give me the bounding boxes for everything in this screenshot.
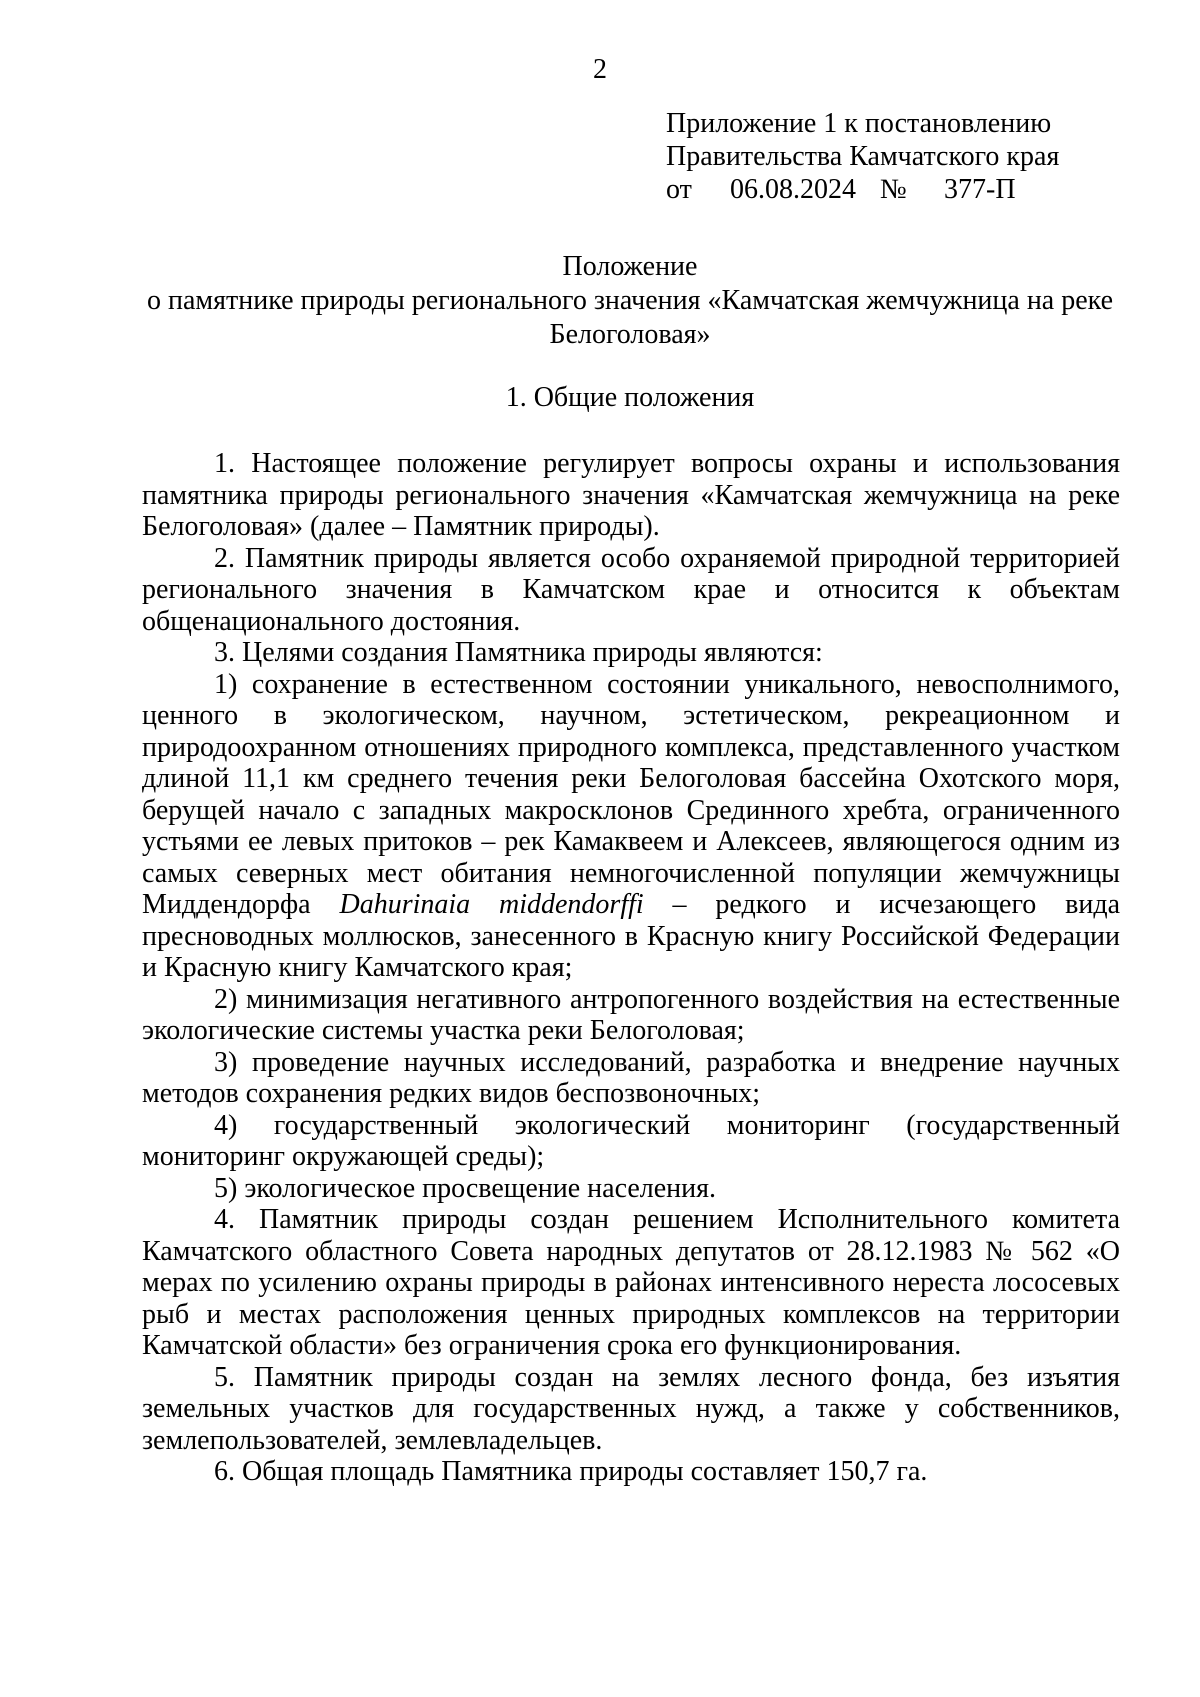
section-heading: 1. Общие положения — [505, 382, 755, 413]
document-body — [142, 448, 1120, 1488]
paragraph-3: 3. Целями создания Памятника природы являются: — [214, 637, 823, 668]
item-1-text-start: 1) сохранение в естественном состоянии уникального, невосполнимого, ценного в экологическом, научном, эстетическом, рекреационном и природоохранном отношениях природного комплекса, представленного участком длиной 11,1 км среднего течения реки Белоголовая бассейна Охотского моря, берущей начало с западных макросклонов Срединного хребта, ограниченного устьями ее левых притоков – рек Камаквеем и Алексеев, являющегося одним из самых северных мест обитания немногочисленной популяции жемчужницы Миддендорфа — [142, 668, 1120, 920]
appendix-line-1: Приложение 1 к постановлению — [666, 108, 1052, 139]
page-number: 2 — [593, 54, 607, 85]
appendix-date-number-line — [666, 173, 1126, 206]
paragraph-3-item-5: 5) экологическое просвещение населения. — [214, 1172, 717, 1204]
paragraph-6: 6. Общая площадь Памятника природы составляет 150,7 га. — [214, 1456, 928, 1487]
paragraph-3-item-1 — [142, 669, 1120, 984]
paragraph-1: 1. Настоящее положение регулирует вопросы охраны и использования памятника природы регионального значения «Камчатская жемчужница на реке Белоголовая» (далее – Памятник природы). — [142, 448, 1120, 542]
title-subtitle: о памятнике природы регионального значения «Камчатская жемчужница на реке Белоголовая» — [146, 285, 1113, 350]
appendix-number-sign: № — [880, 174, 907, 205]
document-title — [140, 250, 1120, 352]
paragraph-3-item-4: 4) государственный экологический мониторинг (государственный мониторинг окружающей среды); — [142, 1109, 1120, 1172]
title-heading: Положение — [562, 251, 698, 282]
paragraph-3-item-2: 2) минимизация негативного антропогенного воздействия на естественные экологические системы участка реки Белоголовая; — [142, 983, 1120, 1046]
paragraph-2: 2. Памятник природы является особо охраняемой природной территорией регионального значения в Камчатском крае и относится к объектам общенационального достояния. — [142, 542, 1120, 637]
paragraph-3-item-3: 3) проведение научных исследований, разработка и внедрение научных методов сохранения редких видов беспозвоночных; — [142, 1046, 1120, 1109]
appendix-date: 06.08.2024 — [730, 174, 856, 205]
appendix-line-2: Правительства Камчатского края — [666, 141, 1060, 172]
species-name: Dahurinaia middendorffi — [339, 889, 644, 920]
appendix-number: 377-П — [944, 174, 1016, 205]
paragraph-5: 5. Памятник природы создан на землях лесного фонда, без изъятия земельных участков для государственных нужд, а также у собственников, землепользователей, землевладельцев. — [142, 1361, 1120, 1456]
appendix-reference — [666, 107, 1126, 206]
appendix-from-label: от — [666, 174, 692, 205]
item-1-text-end: – редкого и исчезающего вида пресноводных моллюсков, занесенного в Красную книгу Российской Федерации и Красную книгу Камчатского края; — [142, 889, 1120, 983]
paragraph-4: 4. Памятник природы создан решением Исполнительного комитета Камчатского областного Совета народных депутатов от 28.12.1983 № 562 «О мерах по усилению охраны природы в районах интенсивного нереста лососевых рыб и местах расположения ценных природных комплексов на территории Камчатской области» без ограничения срока его функционирования. — [142, 1204, 1120, 1361]
